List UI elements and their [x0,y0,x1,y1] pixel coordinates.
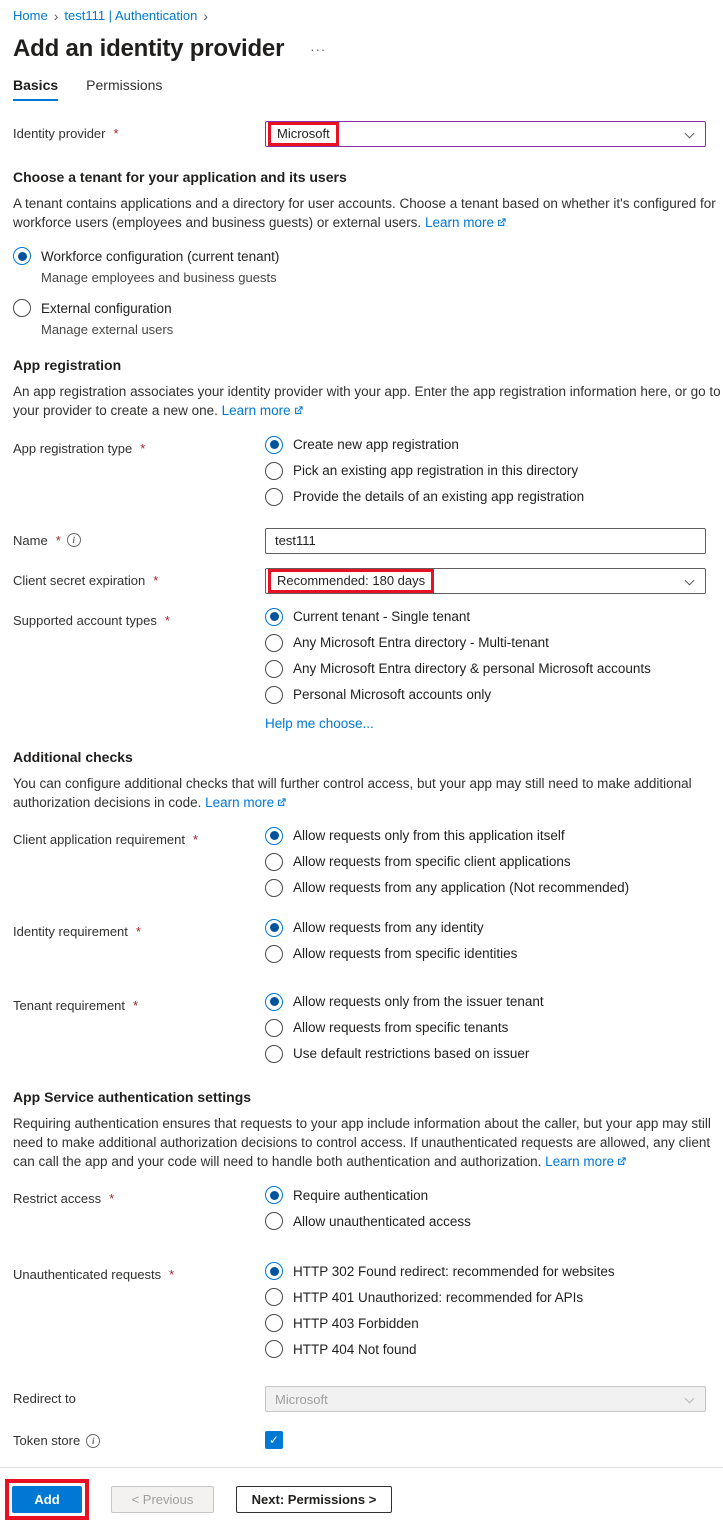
radio-only-issuer-tenant[interactable] [265,993,706,1011]
radio-unselected-icon [265,686,283,704]
radio-label: Any Microsoft Entra directory - Multi-tenant [293,635,549,651]
radio-label: Create new app registration [293,437,459,453]
chevron-right-icon: › [203,7,209,24]
supported-account-types-label: Supported account types * [13,612,170,628]
token-store-label: Token store i [13,1428,265,1448]
app-service-learn-more-link[interactable]: Learn more [545,1154,627,1169]
breadcrumb-authentication[interactable]: test111 | Authentication [64,8,198,23]
workforce-configuration-sublabel: Manage employees and business guests [41,270,277,286]
radio-label: Allow requests from any application (Not recommended) [293,880,630,896]
radio-label: HTTP 403 Forbidden [293,1315,419,1331]
client-secret-expiration-value: Recommended: 180 days [277,572,426,588]
radio-specific-tenants[interactable] [265,1019,706,1037]
radio-selected-icon [265,993,283,1011]
restrict-access-label: Restrict access * [13,1191,115,1207]
external-link-icon [293,402,304,421]
radio-selected-icon [265,827,283,845]
radio-label: HTTP 404 Not found [293,1341,417,1357]
chevron-down-icon [685,1394,695,1404]
info-icon[interactable]: i [86,1434,100,1448]
radio-provide-details-app-registration[interactable] [265,488,706,506]
external-link-icon [496,214,507,233]
radio-allow-unauthenticated[interactable] [265,1212,706,1230]
unauthenticated-requests-label: Unauthenticated requests * [13,1267,175,1283]
highlight-box-client-secret [268,569,434,593]
radio-selected-icon [13,247,31,265]
radio-personal-microsoft-only[interactable] [265,686,706,704]
radio-specific-identities[interactable] [265,945,706,963]
name-value: test111 [275,533,316,549]
identity-provider-dropdown[interactable] [265,121,706,147]
radio-requests-only-this-app[interactable] [265,827,706,845]
page-title: Add an identity provider [13,35,285,62]
radio-label: Workforce configuration (current tenant) [41,248,280,264]
radio-http-403[interactable] [265,1314,706,1332]
radio-require-authentication[interactable] [265,1186,706,1204]
highlight-box-add-button [5,1479,89,1520]
radio-unselected-icon [265,634,283,652]
previous-button: < Previous [111,1486,214,1513]
radio-selected-icon [265,1262,283,1280]
redirect-to-dropdown [265,1386,706,1412]
radio-label: Any Microsoft Entra directory & personal Microsoft accounts [293,661,651,677]
radio-label: Allow requests from specific tenants [293,1020,509,1036]
radio-any-identity[interactable] [265,919,706,937]
breadcrumb-home[interactable]: Home [13,8,48,23]
tenant-requirement-label: Tenant requirement * [13,997,139,1013]
radio-selected-icon [265,436,283,454]
radio-unselected-icon [265,1314,283,1332]
identity-provider-value: Microsoft [277,126,330,141]
tab-bar [13,77,723,101]
external-link-icon [276,794,287,813]
help-me-choose-link[interactable]: Help me choose... [265,715,374,731]
radio-label: Require authentication [293,1187,429,1203]
radio-label: Personal Microsoft accounts only [293,687,492,703]
app-service-auth-heading: App Service authentication settings [13,1088,252,1105]
radio-label: Allow requests from any identity [293,920,484,936]
radio-label: Allow requests from specific identities [293,946,518,962]
radio-label: Provide the details of an existing app registration [293,489,585,505]
token-store-checkbox[interactable] [265,1431,283,1449]
client-secret-expiration-dropdown[interactable] [265,568,706,594]
app-service-auth-description: Requiring authentication ensures that requests to your app include information about the caller, but your app may still need to make additional authorization decisions to control access. If unauthenticated requests are allowed, any client can call the app and your code will need to handle both authentication and authorization. Learn more [13,1114,723,1172]
radio-unselected-icon [265,879,283,897]
tab-basics[interactable]: Basics [13,77,58,101]
client-application-requirement-label: Client application requirement * [13,831,199,847]
radio-label: Current tenant - Single tenant [293,609,471,625]
radio-label: Use default restrictions based on issuer [293,1046,530,1062]
tab-permissions[interactable]: Permissions [86,77,163,93]
chevron-down-icon [685,129,695,139]
radio-any-entra-personal[interactable] [265,660,706,678]
info-icon[interactable]: i [67,533,81,547]
radio-unselected-icon [265,1340,283,1358]
radio-http-401[interactable] [265,1288,706,1306]
radio-unselected-icon [265,1019,283,1037]
highlight-box-identity-provider [268,122,339,146]
radio-any-entra-multitenant[interactable] [265,634,706,652]
external-link-icon [616,1153,627,1172]
radio-unselected-icon [265,1288,283,1306]
radio-label: Allow requests from specific client applications [293,854,571,870]
radio-unselected-icon [265,1212,283,1230]
radio-selected-icon [265,1186,283,1204]
app-registration-learn-more-link[interactable]: Learn more [222,403,304,418]
radio-external-configuration[interactable] [13,299,723,317]
app-registration-description: An app registration associates your identity provider with your app. Enter the app registration information here, or go to your provider to create a new one. Learn more [13,382,723,421]
radio-label: External configuration [41,300,172,316]
additional-checks-heading: Additional checks [13,748,133,765]
radio-label: Allow requests only from this application itself [293,828,565,844]
chevron-right-icon: › [53,7,59,24]
radio-label: HTTP 401 Unauthorized: recommended for APIs [293,1289,584,1305]
checkmark-icon: ✓ [268,1433,280,1448]
client-secret-expiration-label: Client secret expiration * [13,572,159,588]
radio-label: Allow unauthenticated access [293,1213,471,1229]
chevron-down-icon [685,575,695,585]
radio-label: Allow requests only from the issuer tenant [293,994,544,1010]
more-options-icon[interactable]: ··· [310,41,327,57]
app-registration-heading: App registration [13,357,122,374]
radio-pick-existing-app-registration[interactable] [265,462,706,480]
radio-unselected-icon [265,462,283,480]
radio-workforce-configuration[interactable] [13,247,723,265]
radio-default-restrictions-issuer[interactable] [265,1045,706,1063]
external-configuration-sublabel: Manage external users [41,322,174,338]
radio-selected-icon [265,608,283,626]
radio-label: Pick an existing app registration in this directory [293,463,579,479]
name-label: Name * i [13,528,265,548]
tenant-section-description: A tenant contains applications and a directory for user accounts. Choose a tenant based on whether it's configured for workforce users (employees and business guests) or external users. Learn more [13,194,723,233]
name-input[interactable] [265,528,706,554]
radio-create-new-app-registration[interactable] [265,436,706,454]
radio-label: HTTP 302 Found redirect: recommended for websites [293,1263,615,1279]
radio-unselected-icon [265,945,283,963]
radio-unselected-icon [265,1045,283,1063]
radio-http-404[interactable] [265,1340,706,1358]
radio-http-302[interactable] [265,1262,706,1280]
footer-actions [13,1468,723,1520]
radio-requests-any-application[interactable] [265,879,706,897]
radio-current-tenant-single[interactable] [265,608,706,626]
additional-checks-description: You can configure additional checks that will further control access, but your app may still need to make additional authorization decisions in code. Learn more [13,774,723,813]
next-permissions-button[interactable]: Next: Permissions > [236,1486,392,1513]
redirect-to-label: Redirect to [13,1391,76,1407]
add-button[interactable]: Add [12,1486,82,1513]
additional-checks-learn-more-link[interactable]: Learn more [205,795,287,810]
radio-unselected-icon [13,299,31,317]
radio-selected-icon [265,919,283,937]
tenant-learn-more-link[interactable]: Learn more [425,215,507,230]
identity-requirement-label: Identity requirement * [13,923,141,939]
app-registration-type-label: App registration type * [13,440,146,456]
radio-unselected-icon [265,488,283,506]
tenant-section-heading: Choose a tenant for your application and its users [13,169,347,185]
radio-requests-specific-client-apps[interactable] [265,853,706,871]
redirect-to-value: Microsoft [275,1391,328,1407]
identity-provider-label: Identity provider * [13,126,119,141]
radio-unselected-icon [265,660,283,678]
radio-unselected-icon [265,853,283,871]
breadcrumb [13,8,723,23]
